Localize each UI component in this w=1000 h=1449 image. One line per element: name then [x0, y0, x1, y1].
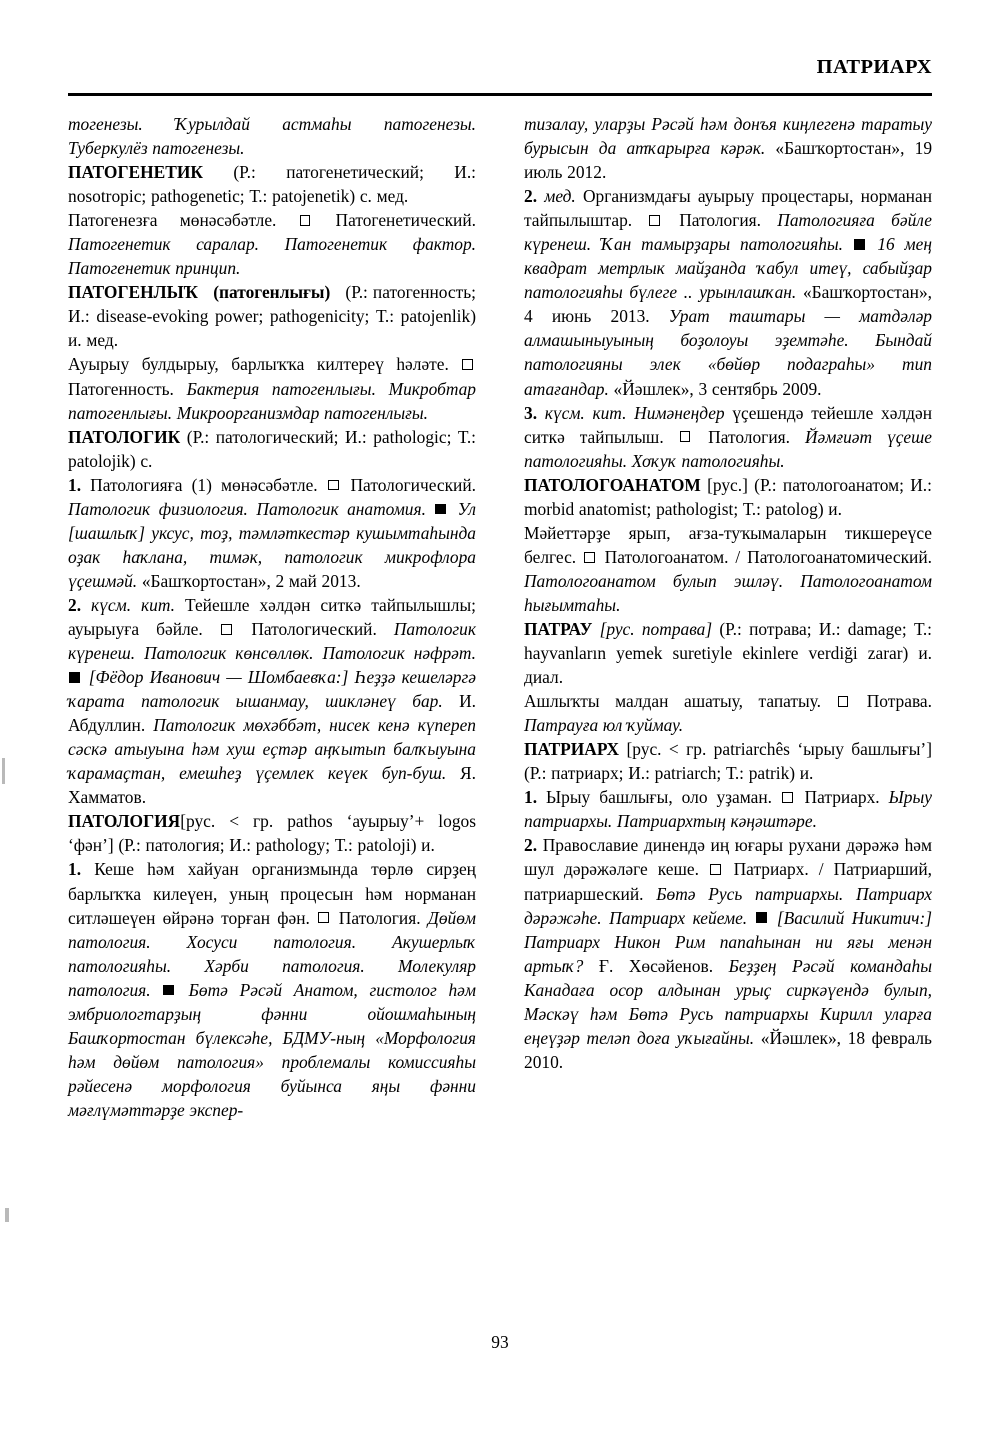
definition-marker-icon	[300, 215, 311, 226]
examples: Бөтә Русь патриархы. Патриарх дәрәжәһе. Патриарх кейеме.	[524, 883, 932, 928]
running-head: ПАТРИАРХ	[816, 56, 932, 78]
citation-marker-icon	[756, 912, 767, 923]
definition-marker-icon	[649, 215, 660, 226]
entry-patologiya-sense-2	[524, 184, 932, 400]
definition: Тейешле хәлдән ситкә тайпылышлы; ауырыуға бәйле. Патологический.	[68, 594, 476, 639]
entry-patrau-body	[524, 689, 932, 737]
citation: [Фёдор Иванович — Шомбаевҡа:] Һеҙҙә кешеләргә ҡарата патологик ышанмау, шикләнеү бар.	[68, 667, 476, 712]
entry-patologiya-sense-1	[68, 857, 476, 1122]
definition: Ырыу башлығы, оло уҙаман. Патриарх.	[546, 787, 880, 808]
sense-number: 1.	[68, 474, 82, 495]
citation-marker-icon	[435, 504, 446, 515]
definition-lead: Нимәнеңдер	[634, 402, 725, 423]
headword: ПАТОЛОГИЯ	[68, 811, 181, 832]
citation-source: «Башҡортостан», 19 июль 2012.	[524, 138, 933, 183]
entry-patologik-sense-2	[68, 593, 476, 809]
citation: 16 мең квадрат метрлык майҙанда ҡабул итеү, сабыйҙар патологияһы бүлеге .. урынлашҡан.	[524, 234, 932, 303]
sense-number: 3.	[524, 402, 538, 423]
definition: Ауырыу булдырыу, барлыҡҡа килтереү һәләте. Патогенность.	[68, 354, 476, 398]
scan-artifact	[5, 1208, 9, 1222]
citation: Ул [шашлыҡ] уксус, тоҙ, тәмләткестәр кушымтаһында оҙак һаҡлана, тимәк, патологик микрофлора үҫешмәй.	[68, 498, 476, 591]
continued-examples: тогенезы. Ҡурылдай астмаһы патогенезы. Туберкулёз патогенезы.	[68, 114, 476, 159]
left-column	[68, 112, 476, 1122]
examples: Йәмғиәт үҫеше патологияһы. Хоҡуҡ патологияһы.	[524, 426, 932, 471]
definition: Организмдағы ауырыу процестары, норманан тайпылыштар. Патология.	[524, 186, 933, 231]
etymology: [рус. потрава]	[599, 618, 713, 639]
etymology: [рус. < гр. pathos ‘ауырыу’+ logos ‘фән’]	[68, 811, 476, 856]
headword: ПАТОЛОГОАНАТОМ	[524, 474, 701, 495]
citation-source-2: «Йәшлек», 18 февраль 2010.	[524, 1027, 932, 1072]
citation: Бөтә Рәсәй Анатом, гистолог һәм эмбриологтарҙың фәнни ойошмаһының Башҡортостан бүлексәһе, БДМУ-ның «Морфология һәм дөйөм патология» проблемалы комиссияһы рәйесенә морфология буйынса яңы фәнни мәғлүмәттәрҙе экспер-	[68, 979, 476, 1120]
definition-marker-icon	[221, 624, 232, 635]
entry-patologik-sense-1	[68, 473, 476, 593]
gloss-head: (Р.: потрава; И.: damage; Т.: hayvanların yemek suretiyle ekinlere verdiği zarar) и. диал.	[524, 618, 933, 688]
citation-source-2: «Йәшлек», 3 сентябрь 2009.	[613, 378, 822, 399]
entry-patriarh-sense-2	[524, 833, 932, 1073]
entry-patologiya-sense-3	[524, 401, 932, 473]
citation-source: И. Абдуллин.	[68, 691, 476, 736]
examples: Патологоанатом булып эшләү. Патологоанатом һығымтаһы.	[524, 570, 932, 615]
definition: Мәйеттәрҙе ярып, ағза-туҡымаларын тикшереүсе белгес. Патологоанатом. / Патологоанатомический.	[524, 522, 932, 567]
examples: Бактерия патогенлығы. Микробтар патогенлығы. Микроорганизмдар патогенлығы.	[68, 378, 476, 423]
definition-marker-icon	[328, 480, 339, 491]
definition-marker-icon	[680, 431, 691, 442]
citation-source-2: Я. Хамматов.	[68, 763, 476, 808]
headword: ПАТОГЕНЕТИК	[68, 162, 203, 183]
definition: Православие динендә иң юғары рухани дәрәжә һәм шул дәрәжәләге кеше. Патриарх. / Патриарший, патриаршеский.	[524, 835, 932, 904]
entry-patologiya	[68, 809, 476, 857]
entry-patogenlyk	[68, 280, 476, 352]
etymology: [рус.]	[707, 474, 748, 495]
entry-patogenlyk-body	[68, 352, 476, 424]
citation: [Василий Никитич:] Патриарх Никон Рим папаһынан ни яғы менән артыҡ?	[524, 907, 932, 976]
entry-patriarh	[524, 737, 932, 785]
examples: Патогенетик саралар. Патогенетик фактор. Патогенетик принцип.	[68, 234, 476, 279]
headword: ПАТРАУ	[524, 618, 593, 639]
examples: Патологик күренеш. Патологик көнсөллөк. Патологик нәфрәт.	[68, 618, 477, 664]
continued-citation	[524, 112, 932, 184]
headword: ПАТРИАРХ	[524, 739, 620, 760]
citation-source: «Башҡортостан», 2 май 2013.	[141, 570, 361, 591]
entry-patologik	[68, 425, 476, 473]
headword: ПАТОЛОГИК	[68, 426, 181, 447]
scan-artifact	[2, 758, 5, 784]
definition-marker-icon	[782, 792, 793, 803]
gloss-head: (Р.: патогенетический; И.: nosotropic; pathogenetic; Т.: patojenetik) с. мед.	[68, 162, 476, 207]
definition: Патологияға (1) мөнәсәбәтле. Патологический.	[90, 474, 476, 495]
citation-2: Беҙҙең Рәсәй командаһы Канадаға осор алдынан урыҫ сиркәүендә булып, Мәскәү һәм Бөтә Русь патриархы Кирилл уларға еңеүҙәр теләп доға уҡығайны.	[524, 955, 932, 1048]
gloss-head: (Р.: патологический; И.: pathologic; Т.: patolojik) с.	[68, 426, 476, 471]
sense-label: күсм. кит.	[91, 594, 175, 615]
definition-marker-icon	[318, 912, 329, 923]
sense-number: 1.	[68, 859, 82, 880]
examples: Патологик физиология. Патологик анатомия.	[68, 498, 426, 519]
gloss-head: (Р.: патологоанатом; И.: morbid anatomist; pathologist; Т.: patolog) и.	[524, 474, 932, 519]
entry-patologoanatom-body	[524, 521, 932, 617]
examples: Патрауға юл ҡуймау.	[524, 715, 684, 736]
examples: Ырыу патриархы. Патриархтың кәңәштәре.	[524, 787, 932, 832]
citation-source: «Башҡортостан», 4 июнь 2013.	[524, 282, 932, 327]
gloss-head: (Р.: патология; И.: pathology; Т.: patoloji) и.	[118, 835, 435, 856]
header-rule	[68, 93, 932, 96]
sense-number: 1.	[524, 787, 538, 808]
citation-marker-icon	[69, 672, 80, 683]
page-number: 93	[491, 1332, 509, 1352]
entry-patogenetik-body	[68, 208, 476, 280]
sense-number: 2.	[68, 594, 82, 615]
citation-source: Ғ. Хөсәйенов.	[598, 955, 714, 976]
citation-marker-icon	[854, 239, 865, 250]
sense-number: 2.	[524, 186, 538, 207]
etymology: [рус. < гр. patriarchês ‘ырыу башлығы’]	[626, 739, 932, 760]
citation-2: Патологик мөхәббәт, нисек кенә күпереп сәскә атыуына һәм хуш еҫтәр аңҡытып балҡыуына ҡарамаҫтан, емешһеҙ үҫемлек кеүек буп-буш.	[68, 715, 476, 784]
examples: Дөйөм патология. Хосуси патология. Акушерлыҡ патологияһы. Хәрби патология. Молекуляр патология.	[68, 907, 476, 1000]
sense-number: 2.	[524, 835, 538, 856]
citation-text: тизалау, уларҙы Рәсәй һәм донъя киңлегенә таратыу бурысын да атҡарырға кәрәк.	[524, 114, 932, 159]
definition: үҫешендә тейешле хәлдән ситкә тайпылыш. Патология.	[524, 402, 933, 447]
entry-patrau	[524, 617, 932, 689]
examples: Патологияға бәйле күренеш. Ҡан тамырҙары патологияһы.	[524, 210, 932, 255]
headword: ПАТОГЕНЛЫҠ	[68, 282, 199, 303]
entry-patriarh-sense-1	[524, 785, 932, 833]
definition-marker-icon	[838, 696, 849, 707]
sense-label: мед.	[544, 186, 576, 207]
definition: Патогенезға мөнәсәбәтле. Патогенетический.	[68, 210, 476, 231]
gloss-head: (Р.: патогенность; И.: disease-evoking power; pathogenicity; Т.: patojenlik) и. мед.	[68, 282, 477, 351]
entry-patologoanatom	[524, 473, 932, 521]
gloss-head: (Р.: патриарх; И.: patriarch; Т.: patrik) и.	[524, 763, 814, 784]
definition-marker-icon	[584, 552, 595, 563]
definition: Кеше һәм хайуан организмында төрлө сирҙең барлыҡҡа килеүен, уның процесын һәм норманан ситләшеүен өйрәнә торған фән. Патология.	[68, 859, 476, 928]
definition-marker-icon	[462, 359, 473, 370]
citation-2: Урат таштары — матдәләр алмашыныуының боҙолоуы эҙемтәһе. Бындай патологияны элек «бөйөр подаграһы» тип атағандар.	[524, 306, 932, 399]
entry-patogenetik	[68, 160, 476, 208]
definition: Ашлыҡты малдан ашатыу, тапатыу. Потрава.	[524, 691, 932, 712]
headword-inflected-form: (патогенлығы)	[213, 282, 331, 303]
definition-marker-icon	[710, 864, 721, 875]
sense-label: күсм. кит.	[544, 402, 627, 423]
citation-marker-icon	[163, 985, 174, 996]
right-column	[524, 112, 932, 1074]
column-container	[68, 112, 932, 1302]
